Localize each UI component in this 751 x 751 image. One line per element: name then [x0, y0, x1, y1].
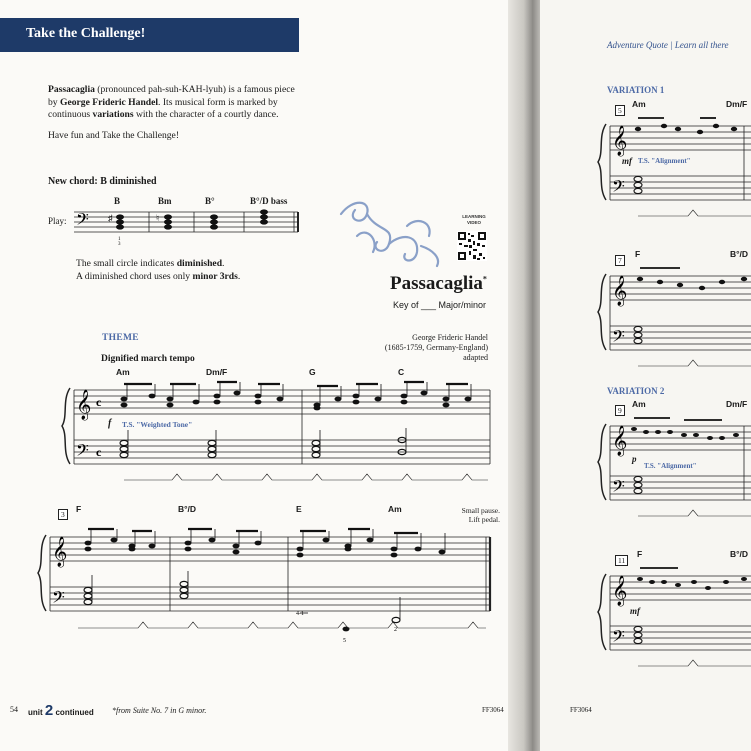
svg-text:𝄢: 𝄢 [52, 587, 65, 611]
chord-symbol: Am [388, 504, 402, 514]
svg-text:𝄞: 𝄞 [52, 537, 68, 567]
chord-symbol: Am [116, 367, 130, 377]
music-system-1 [62, 380, 492, 490]
lift-pedal-line: Lift pedal. [468, 515, 500, 524]
intro-term: Passacaglia [48, 84, 95, 95]
chord-symbol: Dm/F [726, 99, 748, 109]
diminished-term: diminished [176, 258, 223, 269]
footnote-marker: * [482, 274, 487, 284]
composer-dates: (1685-1759, Germany-England) [384, 343, 488, 352]
chord-symbol: E [296, 504, 302, 514]
variation-1-label: VARIATION 1 [607, 85, 665, 95]
chord-symbol: C [398, 367, 405, 377]
intro-text-span: (pronounced pah-suh-KAH-lyuh) is a famous piece by [48, 84, 295, 108]
chord-symbol: B°/D [730, 549, 749, 559]
svg-text:𝄢: 𝄢 [612, 176, 625, 200]
technique-secret: T.S. "Weighted Tone" [122, 420, 193, 429]
banner-title: Take the Challenge! [26, 26, 146, 41]
learning-video-label: LEARNING VIDEO [462, 214, 486, 225]
qr-code-icon[interactable] [457, 231, 487, 261]
svg-text:𝄢: 𝄢 [612, 626, 625, 650]
composer-name: George Frideric Handel [412, 333, 488, 342]
chord-symbol: G [309, 367, 316, 377]
svg-text:c: c [96, 445, 102, 459]
svg-text:𝄞: 𝄞 [612, 576, 628, 606]
measure-number: 9 [615, 405, 625, 416]
music-system-m7 [598, 268, 751, 368]
music-system-2 [38, 525, 492, 644]
unit-continued: continued [55, 708, 94, 717]
svg-text:5: 5 [343, 638, 346, 644]
small-pause-note [430, 506, 500, 524]
chord-name: B°/D bass [250, 196, 288, 206]
svg-text:c: c [96, 395, 102, 409]
variation-2-label: VARIATION 2 [607, 386, 665, 396]
measure-number: 7 [615, 255, 625, 266]
dynamic-marking: p [632, 454, 637, 464]
adventure-quote-header: Adventure Quote | Learn all there [607, 40, 729, 50]
page-number: 54 [10, 705, 18, 714]
measure-number: 5 [615, 105, 625, 116]
measure-number: 3 [58, 509, 68, 520]
intro-paragraph-2: Have fun and Take the Challenge! [48, 129, 180, 141]
svg-text:𝄞: 𝄞 [612, 426, 628, 456]
piece-title-text: Passacaglia [390, 273, 483, 294]
play-label: Play: [48, 216, 67, 226]
chord-symbol: B°/D [178, 504, 197, 514]
measure-number: 11 [615, 555, 628, 566]
chord-symbol: F [637, 549, 643, 559]
dynamic-marking: mf [630, 606, 640, 616]
unit-label [28, 702, 94, 719]
diminished-note-text: The small circle indicates [76, 258, 177, 269]
technique-secret: T.S. "Alignment" [638, 157, 691, 165]
ornament-flourish [337, 196, 457, 271]
composer-credit [340, 333, 488, 363]
chord-symbol: B°/D [730, 249, 749, 259]
svg-text:♮: ♮ [156, 213, 160, 223]
piece-title [390, 273, 487, 295]
footnote: *from Suite No. 7 in G minor. [112, 706, 207, 715]
intro-variations: variations [92, 109, 134, 120]
svg-text:𝄢: 𝄢 [76, 440, 89, 464]
svg-text:♯: ♯ [108, 213, 113, 223]
chord-symbol: F [635, 249, 641, 259]
chord-symbol: Am [632, 399, 646, 409]
chord-symbol: F [76, 504, 82, 514]
chord-name: B [114, 196, 121, 206]
svg-text:1: 1 [118, 237, 121, 242]
key-of-label: Key of ___ Major/minor [393, 300, 487, 310]
svg-text:𝄢: 𝄢 [76, 209, 89, 233]
music-system-m11 [598, 568, 751, 668]
theme-label: THEME [102, 333, 139, 343]
svg-text:2: 2 [394, 627, 397, 633]
svg-text:3: 3 [118, 242, 121, 247]
technique-secret: T.S. "Alignment" [644, 462, 697, 470]
intro-text-span: . Its musical form is marked by continuous [48, 96, 278, 120]
intro-text [48, 84, 298, 150]
svg-text:𝄞: 𝄞 [612, 126, 628, 156]
chord-name: B° [205, 196, 215, 206]
book-code: FF3064 [570, 706, 592, 714]
intro-paragraph-1 [48, 84, 298, 122]
intro-text-span: with the character of a courtly dance. [133, 109, 279, 120]
section-banner [0, 18, 299, 52]
svg-text:𝄞: 𝄞 [76, 390, 92, 420]
chord-symbol: Dm/F [726, 399, 748, 409]
chord-symbol: Dm/F [206, 367, 228, 377]
diminished-note-1: The small circle indicates diminished. [76, 258, 225, 269]
intro-composer: George Frideric Handel [60, 96, 159, 108]
diminished-note-2: A diminished chord uses only minor 3rds. [76, 271, 241, 282]
dynamic-marking: f [108, 418, 112, 429]
tempo-marking: Dignified march tempo [101, 354, 195, 364]
minor-thirds-term: minor 3rds [192, 271, 238, 282]
chord-symbol: Am [632, 99, 646, 109]
music-system-v1 [598, 118, 751, 218]
svg-text:𝄢: 𝄢 [612, 476, 625, 500]
svg-text:𝄞: 𝄞 [612, 276, 628, 306]
book-code: FF3064 [482, 706, 504, 714]
diminished-note-text: A diminished chord uses only [76, 271, 193, 282]
chord-name: Bm [158, 196, 172, 206]
unit-number: 2 [44, 702, 54, 719]
new-chord-heading: New chord: B diminished [48, 176, 157, 187]
small-pause-line: Small pause. [461, 506, 500, 515]
composer-adapted: adapted [463, 353, 488, 362]
svg-text:4-1: 4-1 [296, 611, 304, 617]
unit-word: unit [28, 708, 43, 717]
chord-staff [74, 208, 304, 248]
dynamic-marking: mf [622, 156, 632, 166]
svg-text:𝄢: 𝄢 [612, 326, 625, 350]
right-page [540, 0, 751, 751]
